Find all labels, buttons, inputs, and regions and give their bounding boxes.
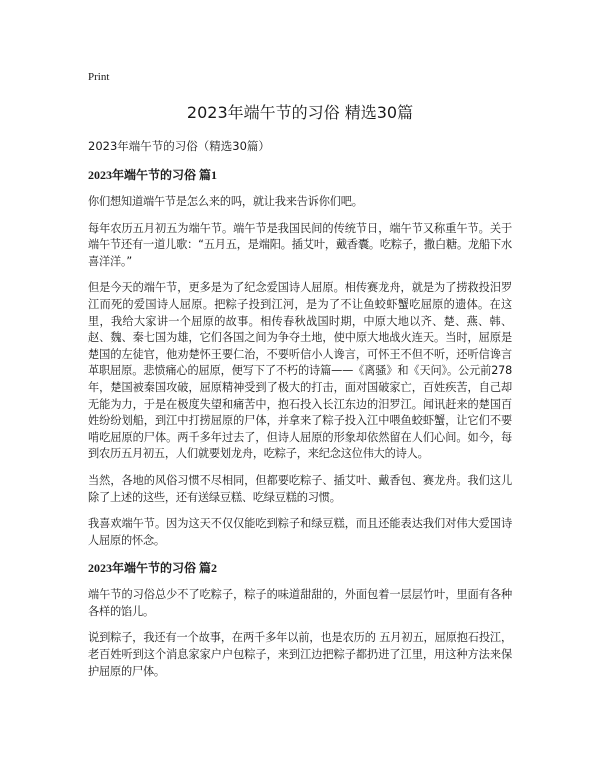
paragraph: 端午节的习俗总少不了吃粽子，粽子的味道甜甜的，外面包着一层层竹叶，里面有各种各样的馅儿。 — [88, 588, 512, 618]
paragraph: 但是今天的端午节，更多是为了纪念爱国诗人屈原。相传赛龙舟，就是为了捞救投汨罗江而死的爱国诗人屈原。把粽子投到江河，是为了不让鱼蛟虾蟹吃屈原的遗体。在这里，我给大家讲一个屈原的故事。相传春秋战国时期，中原大地以齐、楚、燕、韩、赵、魏、秦七国为雄，它们各国之间为争夺土地，使中原大地战火连天。当时，屈原是楚国的左徒官，他劝楚怀王要仁治，不要听信小人谗言，可怀王不但不听，还听信谗言革职屈原。悲愤痛心的屈原，便写下了不朽的诗篇——《离骚》和《天问》。公元前278年，楚国被秦国攻破，屈原精神受到了极大的打击，面对国破家亡，百姓疾苦，自己却无能为力，于是在极度失望和痛苦中，抱石投入长江东边的汨罗江。闻讯赶来的楚国百姓纷纷划船，到江中打捞屈原的尸体，并拿来了粽子投入江中喂鱼蛟虾蟹，让它们不要啃吃屈原的尸体。两千多年过去了，但诗人屈原的形象却依然留在人们心间。如今，每到农历五月初五，人们就要划龙舟，吃粽子，来纪念这位伟大的诗人。 — [88, 281, 512, 461]
paragraph: 每年农历五月初五为端午节。端午节是我国民间的传统节日，端午节又称重午节。关于端午节还有一道儿歌：“五月五，是端阳。插艾叶，戴香囊。吃粽子，撒白糖。龙船下水喜洋洋。” — [88, 221, 512, 268]
section-1 — [88, 166, 512, 549]
page-title: 2023年端午节的习俗 精选30篇 — [186, 103, 414, 122]
paragraph: 说到粽子，我还有一个故事，在两千多年以前，也是农历的 五月初五，屈原抱石投江，老百姓听到这个消息家家户户包粽子，来到江边把粽子都扔进了江里，用这种方法来保护屈原的尸体。 — [88, 631, 512, 678]
paragraph: 你们想知道端午节是怎么来的吗，就让我来告诉你们吧。 — [88, 195, 363, 208]
page-subtitle: 2023年端午节的习俗（精选30篇） — [88, 139, 270, 153]
section-2 — [88, 559, 512, 680]
print-label: Print — [88, 71, 110, 83]
section-heading: 2023年端午节的习俗 篇1 — [88, 168, 218, 182]
paragraph: 当然，各地的风俗习惯不尽相同，但都要吃粽子、插艾叶、戴香包、赛龙舟。我们这儿除了上述的这些，还有送绿豆糕、吃绿豆糕的习惯。 — [88, 473, 512, 504]
paragraph: 我喜欢端午节。因为这天不仅仅能吃到粽子和绿豆糕，而且还能表达我们对伟大爱国诗人屈原的怀念。 — [88, 517, 512, 547]
section-heading: 2023年端午节的习俗 篇2 — [88, 561, 218, 576]
